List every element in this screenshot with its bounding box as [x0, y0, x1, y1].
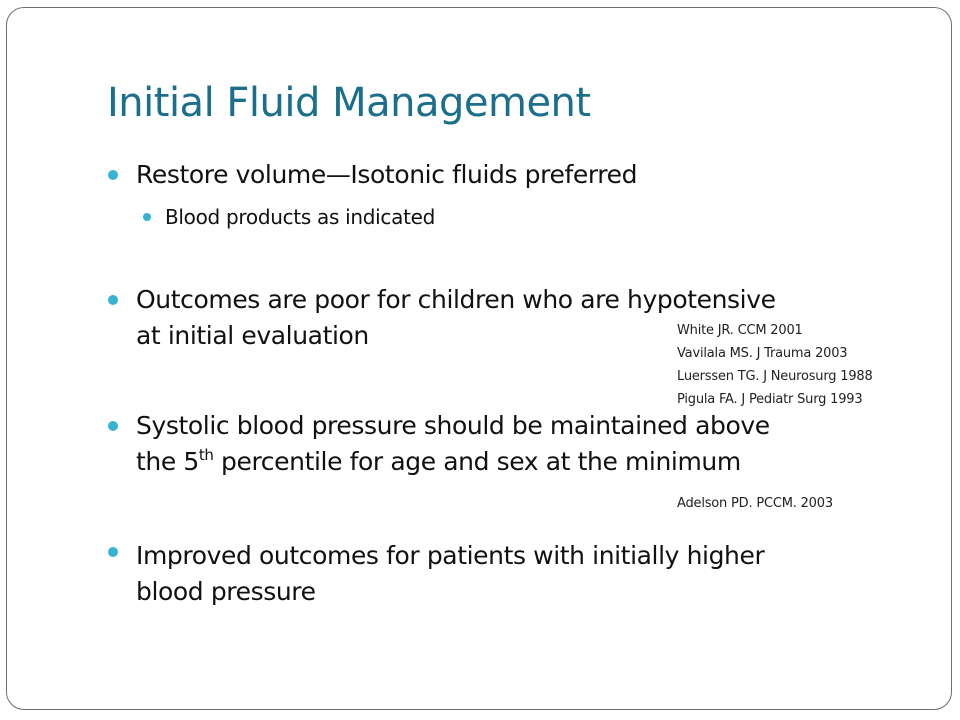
bullet-dot-icon — [108, 295, 118, 305]
bullet-outcomes-poor-line-2: at initial evaluation — [136, 321, 369, 350]
reference: Adelson PD. PCCM. 2003 — [677, 496, 833, 511]
systolic-line-2-end: percentile for age and sex at the minimum — [213, 447, 741, 476]
sub-bullet-dot-icon — [143, 213, 151, 221]
bullet-improved-line-2: blood pressure — [136, 577, 316, 606]
slide-title: Initial Fluid Management — [107, 80, 591, 126]
bullet-improved-line-1: Improved outcomes for patients with initially higher — [136, 541, 765, 570]
bullet-dot-icon — [108, 170, 118, 180]
bullet-dot-icon — [108, 547, 118, 557]
bullet-systolic-line-1: Systolic blood pressure should be maintained above — [136, 411, 770, 440]
sub-bullet-blood-products: Blood products as indicated — [165, 205, 436, 229]
systolic-line-2-start: the 5 — [136, 447, 199, 476]
bullet-outcomes-poor-line-1: Outcomes are poor for children who are hypotensive — [136, 285, 776, 314]
reference: Luerssen TG. J Neurosurg 1988 — [677, 369, 873, 384]
ordinal-superscript: th — [198, 446, 214, 464]
bullet-dot-icon — [108, 421, 118, 431]
bullet-improved-outcomes — [136, 538, 764, 610]
reference: Pigula FA. J Pediatr Surg 1993 — [677, 392, 863, 407]
reference: Vavilala MS. J Trauma 2003 — [677, 346, 848, 361]
reference: White JR. CCM 2001 — [677, 323, 803, 338]
bullet-systolic-pressure — [136, 408, 770, 480]
bullet-systolic-line-2 — [136, 444, 770, 480]
bullet-restore-volume: Restore volume—Isotonic fluids preferred — [136, 160, 638, 189]
references-systolic — [677, 492, 833, 515]
references-hypotension — [677, 319, 873, 411]
